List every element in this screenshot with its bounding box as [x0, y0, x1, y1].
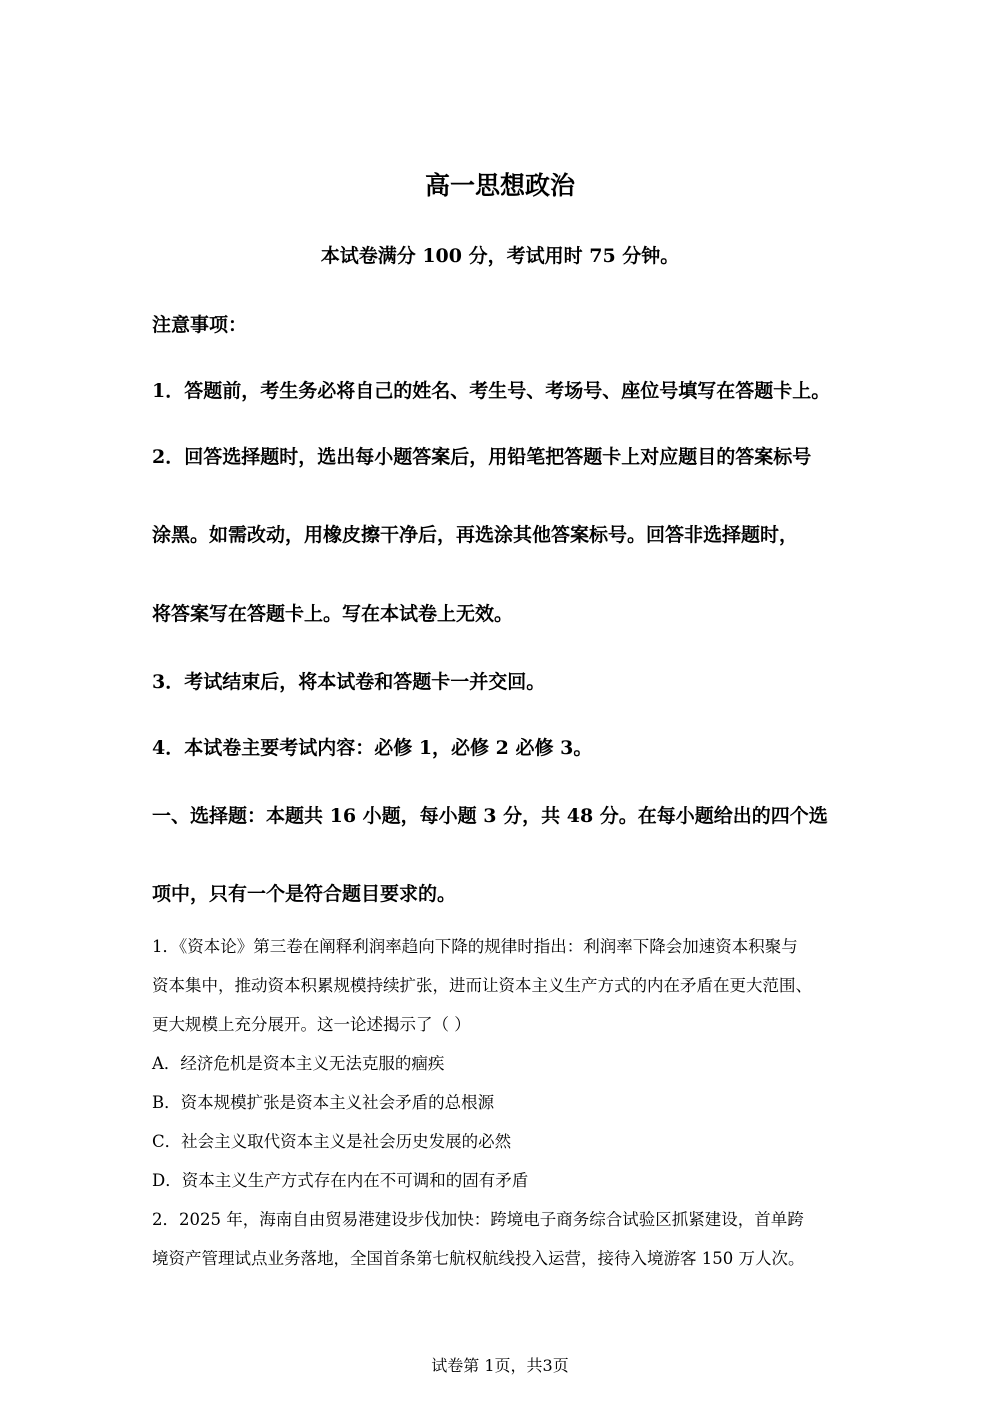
- note-line: 将答案写在答题卡上。写在本试卷上无效。: [152, 603, 514, 625]
- question-stem-line: 资本集中，推动资本积累规模持续扩张，进而让资本主义生产方式的内在矛盾在更大范围、: [152, 976, 812, 995]
- note-line: 涂黑。如需改动，用橡皮擦干净后，再选涂其他答案标号。回答非选择题时，: [152, 524, 799, 546]
- note-line: 2．回答选择题时，选出每小题答案后，用铅笔把答题卡上对应题目的答案标号: [152, 446, 812, 468]
- question-stem-line: 境资产管理试点业务落地，全国首条第七航权航线投入运营，接待入境游客 150 万人次。: [152, 1249, 805, 1268]
- note-line: 1．答题前，考生务必将自己的姓名、考生号、考场号、座位号填写在答题卡上。: [152, 380, 831, 402]
- exam-title: 高一思想政治: [424, 171, 575, 200]
- note-line: 3．考试结束后，将本试卷和答题卡一并交回。: [152, 671, 546, 693]
- answer-option: B．资本规模扩张是资本主义社会矛盾的总根源: [152, 1093, 495, 1112]
- answer-option: A．经济危机是资本主义无法克服的痼疾: [152, 1054, 445, 1073]
- exam-subtitle: 本试卷满分 100 分，考试用时 75 分钟。: [320, 245, 680, 267]
- question-stem-line: 1．《资本论》第三卷在阐释利润率趋向下降的规律时指出：利润率下降会加速资本积聚与: [152, 937, 798, 956]
- notes-heading: 注意事项：: [152, 314, 248, 336]
- answer-option: D．资本主义生产方式存在内在不可调和的固有矛盾: [152, 1171, 529, 1190]
- answer-option: C．社会主义取代资本主义是社会历史发展的必然: [152, 1132, 512, 1151]
- page-number: 试卷第 1页，共3页: [431, 1356, 569, 1375]
- section-heading: 项中，只有一个是符合题目要求的。: [152, 883, 457, 905]
- note-line: 4．本试卷主要考试内容：必修 1，必修 2 必修 3。: [152, 737, 593, 759]
- question-stem-line: 2．2025 年，海南自由贸易港建设步伐加快：跨境电子商务综合试验区抓紧建设，首单跨: [152, 1210, 804, 1229]
- question-stem-line: 更大规模上充分展开。这一论述揭示了（ ）: [152, 1015, 471, 1034]
- section-heading: 一、选择题：本题共 16 小题，每小题 3 分，共 48 分。在每小题给出的四个选: [152, 805, 828, 827]
